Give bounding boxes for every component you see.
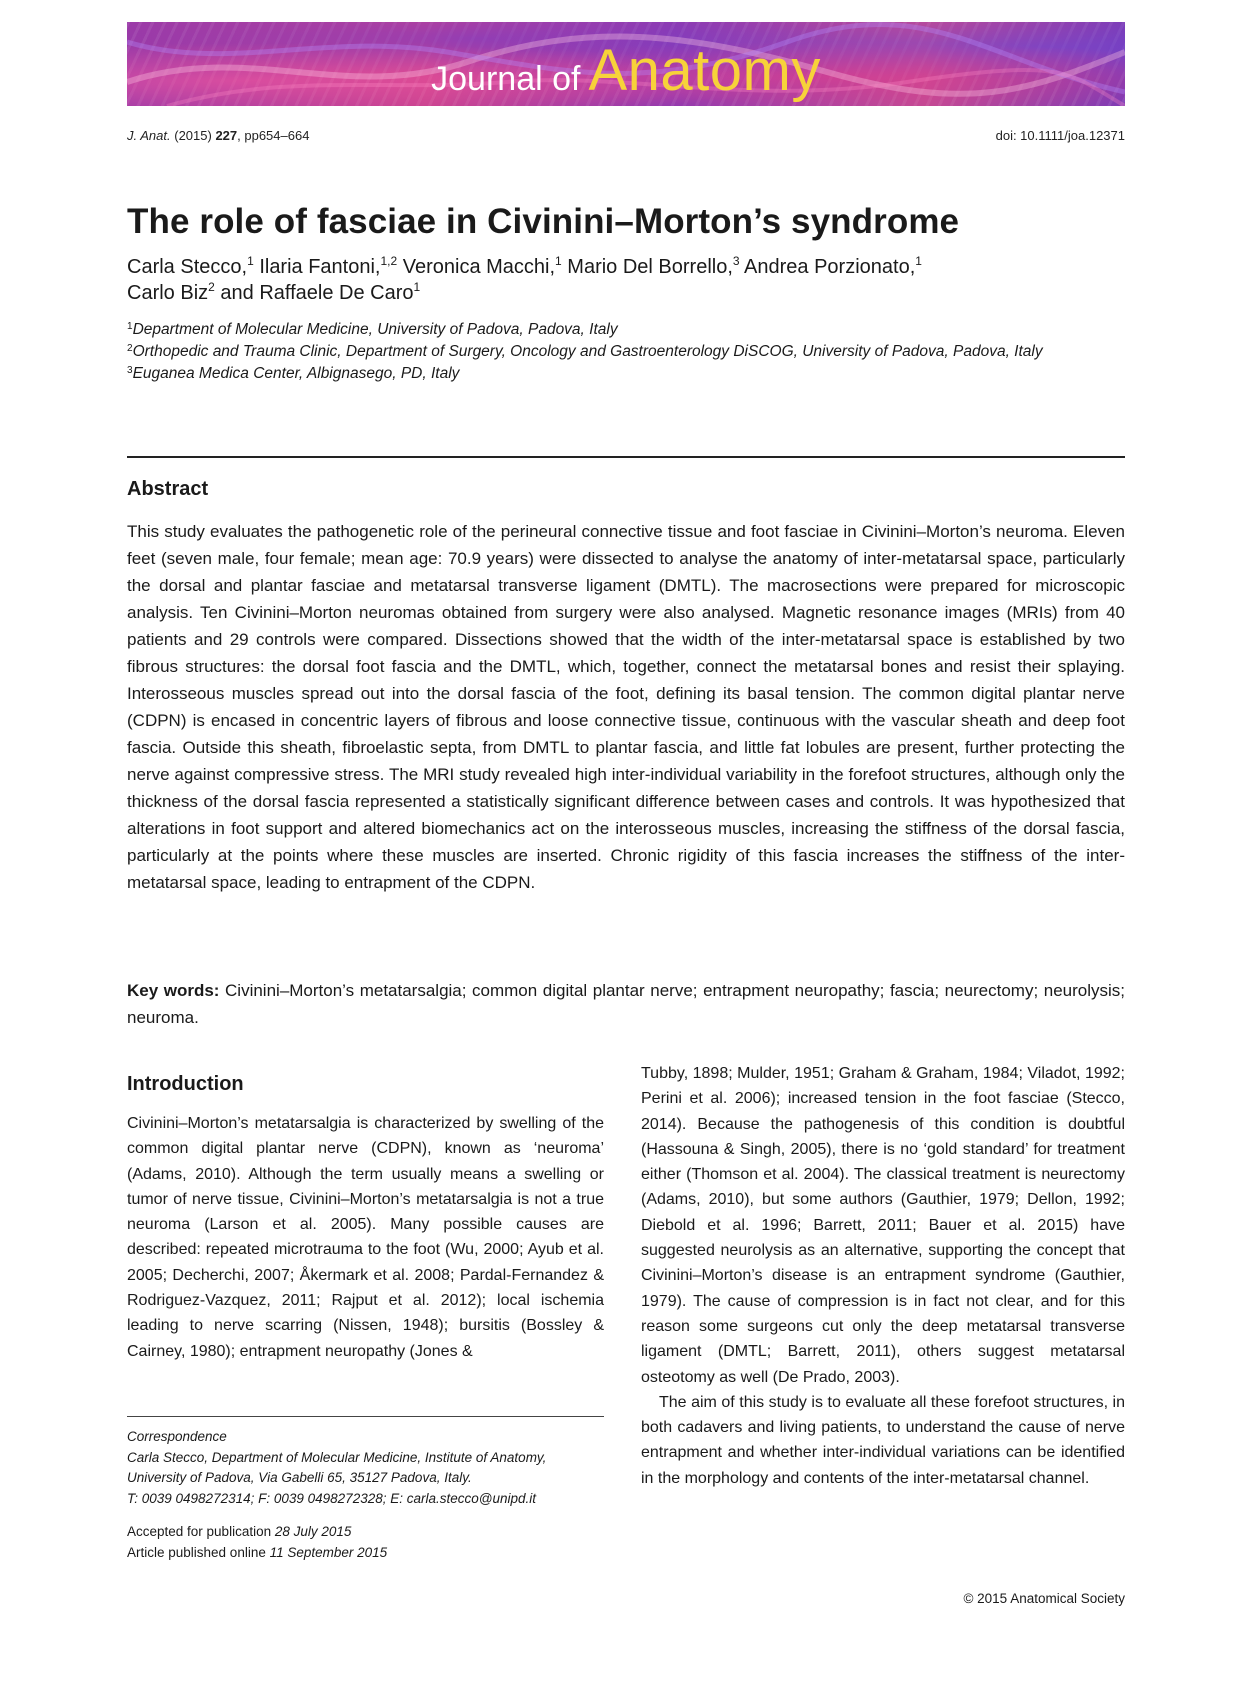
author-affil-mark: 2	[208, 280, 215, 294]
doi[interactable]: doi: 10.1111/joa.12371	[995, 128, 1125, 143]
author-affil-mark: 1	[413, 280, 421, 294]
author-name: Mario Del Borrello,	[567, 256, 733, 278]
author-name: and Raffaele De Caro	[220, 282, 414, 304]
footnote-divider	[127, 1416, 604, 1417]
banner-title	[127, 22, 1125, 106]
author-list	[127, 254, 1125, 306]
article-title: The role of fasciae in Civinini–Morton’s syndrome	[127, 202, 960, 241]
affiliation: $^3$Euganea Medica Center, Albignasego, PD, Italy	[127, 365, 460, 382]
author-affil-mark: 1	[247, 254, 254, 268]
author-affil-mark: 1	[555, 254, 562, 268]
publication-dates	[127, 1521, 604, 1563]
citation-line	[127, 128, 309, 143]
author-name: Andrea Porzionato,	[744, 256, 916, 278]
author-affil-mark: 1,2	[380, 254, 398, 268]
citation-volume: 227	[215, 128, 238, 143]
abstract-body: This study evaluates the pathogenetic role of the perineural connective tissue and foot fasciae in Civinini–Morton’s neuroma. Eleven feet (seven male, four female; mean age: 70.9 years) were dissected to analyse the anatomy of inter-metatarsal space, particularly the dorsal and plantar fasciae and metatarsal transverse ligament (DMTL). The macrosections were prepared for microscopic analysis. Ten Civinini–Morton neuromas obtained from surgery were also analysed. Magnetic resonance images (MRIs) from 40 patients and 29 controls were compared. Dissections showed that the width of the inter-metatarsal space is established by two fibrous structures: the dorsal foot fascia and the DMTL, which, together, connect the metatarsal bones and resist their splaying. Interosseous muscles spread out into the dorsal fascia of the foot, defining its basal tension. The common digital plantar nerve (CDPN) is encased in concentric layers of fibrous and loose connective tissue, continuous with the vascular sheath and deep foot fascia. Outside this sheath, fibroelastic septa, from DMTL to plantar fascia, and little fat lobules are present, further protecting the nerve against compressive stress. The MRI study revealed high inter-individual variability in the forefoot structures, although only the thickness of the dorsal fascia represented a statistically significant difference between cases and controls. It was hypothesized that alterations in foot support and altered biomechanics act on the interosseous muscles, increasing the stiffness of the dorsal fascia, particularly at the points where these muscles are inserted. Chronic rigidity of this fascia increases the stiffness of the inter-metatarsal space, leading to entrapment of the CDPN.	[127, 522, 1125, 892]
banner-anatomy-word: Anatomy	[588, 38, 821, 103]
citation-pages: , pp654–664	[237, 128, 310, 143]
author-name: Carla Stecco,	[127, 256, 248, 278]
affiliation-list	[127, 319, 1125, 385]
accepted-date: 28 July 2015	[274, 1524, 352, 1539]
abstract-heading: Abstract	[127, 478, 209, 500]
introduction-column-right	[641, 1061, 1125, 1491]
author-name: Carlo Biz	[127, 282, 209, 304]
correspondence-address: Carla Stecco, Department of Molecular Medicine, Institute of Anatomy, University of Padova, Via Gabelli 65, 35127 Padova, Italy.	[127, 1449, 547, 1485]
correspondence-block	[127, 1427, 604, 1509]
introduction-paragraph: The aim of this study is to evaluate all these forefoot structures, in both cadavers and living patients, to understand the cause of nerve entrapment and whether inter-individual variations can be identified in the morphology and contents of the inter-metatarsal channel.	[641, 1393, 1125, 1487]
author-name: Veronica Macchi,	[402, 256, 556, 278]
journal-abbrev: J. Anat.	[127, 128, 171, 143]
introduction-heading: Introduction	[127, 1073, 244, 1095]
affiliation: $^2$Orthopedic and Trauma Clinic, Department of Surgery, Oncology and Gastroenterology DiSCOG, University of Padova, Padova, Italy	[127, 343, 1043, 360]
author-affil-mark: 1	[915, 254, 922, 268]
correspondence-contact: T: 0039 0498272314; F: 0039 0498272328; E: carla.stecco@unipd.it	[127, 1490, 536, 1506]
correspondence-heading: Correspondence	[127, 1429, 227, 1444]
published-line: Article published online 11 September 2015	[127, 1545, 388, 1560]
keywords-label: Key words:	[127, 981, 220, 1000]
keywords-list: Civinini–Morton’s metatarsalgia; common digital plantar nerve; entrapment neuropathy; fascia; neurectomy; neurolysis; neuroma.	[127, 981, 1125, 1027]
banner-journal-word: Journal of	[431, 60, 581, 98]
copyright-notice: © 2015 Anatomical Society	[963, 1591, 1125, 1606]
citation-year: (2015)	[174, 128, 212, 143]
keywords	[127, 977, 1125, 1031]
author-name: Ilaria Fantoni,	[259, 256, 381, 278]
journal-banner	[127, 22, 1125, 106]
author-affil-mark: 3	[732, 254, 740, 268]
accepted-line: Accepted for publication 28 July 2015	[127, 1524, 352, 1539]
affiliation: $^1$Department of Molecular Medicine, University of Padova, Padova, Italy	[127, 321, 618, 338]
introduction-paragraph: Tubby, 1898; Mulder, 1951; Graham & Graham, 1984; Viladot, 1992; Perini et al. 2006); increased tension in the foot fasciae (Stecco, 2014). Because the pathogenesis of this condition is doubtful (Hassouna & Singh, 2005), there is no ‘gold standard’ for treatment either (Thomson et al. 2004). The classical treatment is neurectomy (Adams, 2010), but some authors (Gauthier, 1979; Dellon, 1992; Diebold et al. 1996; Barrett, 2011; Bauer et al. 2015) have suggested neurolysis as an alternative, supporting the concept that Civinini–Morton’s disease is an entrapment syndrome (Gauthier, 1979). The cause of compression is in fact not clear, and for this reason some surgeons cut only the deep metatarsal transverse ligament (DMTL; Barrett, 2011), others suggest metatarsal osteotomy as well (De Prado, 2003).	[641, 1065, 1125, 1386]
section-divider	[127, 456, 1125, 458]
introduction-paragraph-left: Civinini–Morton’s metatarsalgia is characterized by swelling of the common digital plantar nerve (CDPN), known as ‘neuroma’ (Adams, 2010). Although the term usually means a swelling or tumor of nerve tissue, Civinini–Morton’s metatarsalgia is not a true neuroma (Larson et al. 2005). Many possible causes are described: repeated microtrauma to the foot (Wu, 2000; Ayub et al. 2005; Decherchi, 2007; Åkermark et al. 2008; Pardal-Fernandez & Rodriguez-Vazquez, 2011; Rajput et al. 2012); local ischemia leading to nerve scarring (Nissen, 1948); bursitis (Bossley & Cairney, 1980); entrapment neuropathy (Jones &	[127, 1115, 604, 1360]
published-date: 11 September 2015	[269, 1545, 388, 1560]
